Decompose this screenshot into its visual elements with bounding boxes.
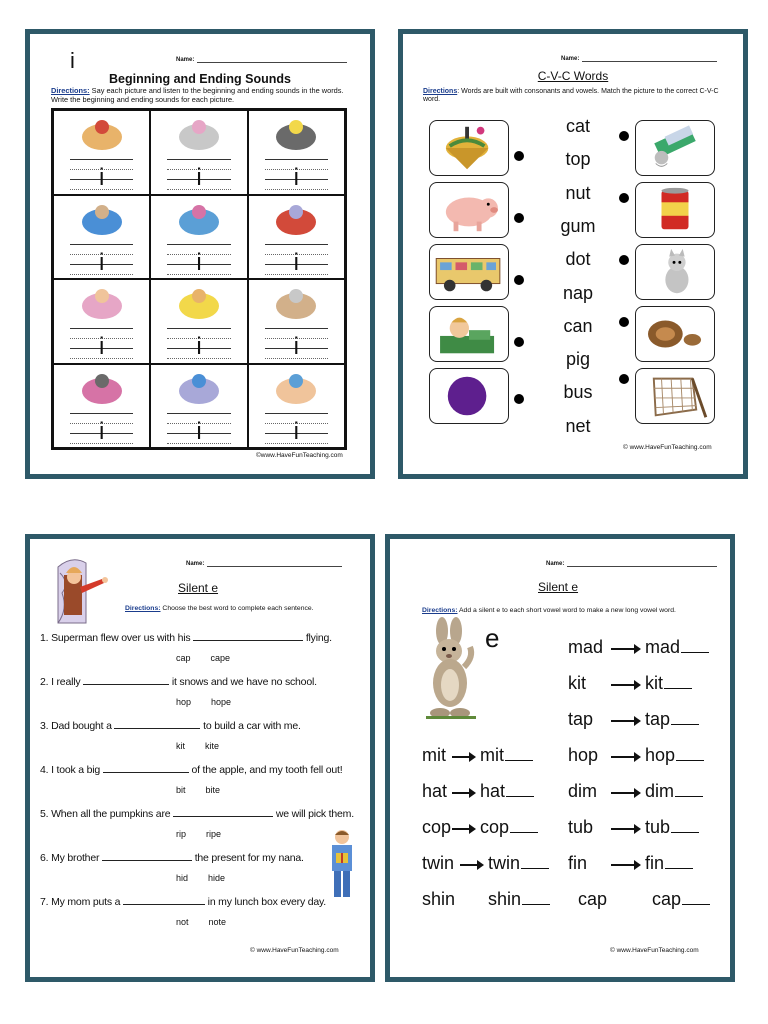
- base-word: dim: [645, 781, 675, 801]
- answer-blank[interactable]: [173, 807, 273, 817]
- short-vowel-word: mad: [568, 637, 604, 657]
- sentence-end: we will pick them.: [273, 808, 354, 820]
- answer-blank[interactable]: [521, 855, 549, 869]
- writing-line[interactable]: [265, 413, 328, 414]
- long-vowel-answer[interactable]: [480, 781, 534, 802]
- short-vowel-word: cap: [578, 889, 608, 909]
- arrow-right-icon: [611, 684, 639, 686]
- short-vowel-word: tap: [568, 709, 594, 729]
- word-options: [176, 917, 246, 927]
- picture-nap[interactable]: [429, 306, 509, 362]
- sentence-end: flying.: [303, 632, 332, 644]
- answer-blank[interactable]: [671, 819, 699, 833]
- answer-blank[interactable]: [506, 783, 534, 797]
- answer-blank[interactable]: [676, 747, 704, 761]
- word-gum[interactable]: gum: [560, 215, 596, 236]
- option-bit[interactable]: bit: [176, 785, 186, 795]
- directions-text: Say each picture and listen to the beginning and ending sounds in the words. Write the beginning and ending sounds for each picture.: [51, 86, 344, 104]
- answer-blank[interactable]: [193, 631, 303, 641]
- silent-e-letter: e: [485, 623, 500, 653]
- short-vowel-word: hat: [422, 781, 448, 801]
- arrow-right-icon: [460, 864, 482, 866]
- word-nap[interactable]: nap: [562, 282, 594, 303]
- option-hope[interactable]: hope: [211, 697, 232, 707]
- sentence-start: 4. I took a big: [40, 764, 103, 776]
- directions-label: Directions:: [51, 86, 90, 95]
- option-note[interactable]: note: [208, 917, 227, 927]
- sentence-start: 7. My mom puts a: [40, 896, 123, 908]
- long-vowel-answer[interactable]: [645, 745, 704, 766]
- footer-copyright: ©www.HaveFunTeaching.com: [256, 452, 343, 459]
- base-word: cap: [652, 889, 682, 909]
- word-options: [176, 829, 241, 839]
- option-hide[interactable]: hide: [208, 873, 226, 883]
- picture-cell: [53, 364, 150, 449]
- sentence: [40, 675, 317, 688]
- option-ripe[interactable]: ripe: [206, 829, 222, 839]
- base-word: kit: [645, 673, 663, 693]
- directions: [422, 607, 676, 614]
- sentence: [40, 631, 332, 644]
- picture-cell: [150, 279, 247, 364]
- sentence-start: 6. My brother: [40, 852, 102, 864]
- directions-label: Directions:: [422, 607, 458, 614]
- long-vowel-answer[interactable]: [652, 889, 710, 910]
- directions: [51, 87, 349, 104]
- writing-line[interactable]: [70, 328, 133, 329]
- option-not[interactable]: not: [176, 917, 189, 927]
- sentence: [40, 719, 301, 732]
- match-dot[interactable]: [514, 337, 524, 347]
- short-vowel-word: tub: [568, 817, 594, 837]
- picture-cell: [248, 364, 345, 449]
- vowel-letter: i: [196, 333, 202, 360]
- vowel-letter: i: [293, 248, 299, 276]
- option-hop[interactable]: hop: [176, 697, 192, 707]
- picture-picnic: [265, 284, 327, 324]
- vowel-letter: i: [293, 417, 299, 445]
- sentence: [40, 807, 354, 820]
- vowel-letter: i: [98, 248, 105, 276]
- worksheet-title: Silent e: [538, 580, 579, 594]
- picture-grid: [51, 108, 347, 450]
- picture-safety-pin: [71, 369, 133, 409]
- base-word: mit: [480, 745, 504, 765]
- short-vowel-word: shin: [422, 889, 456, 909]
- word-dot[interactable]: dot: [565, 249, 591, 270]
- long-vowel-answer[interactable]: [645, 673, 692, 694]
- answer-blank[interactable]: [102, 851, 192, 861]
- picture-cell: [150, 195, 247, 280]
- worksheet-silent-e-words[interactable]: [385, 534, 735, 982]
- arrow-right-icon: [611, 828, 639, 830]
- worksheet-cvc-words[interactable]: [398, 29, 748, 479]
- arrow-right-icon: [611, 756, 639, 758]
- short-vowel-word: fin: [568, 853, 588, 873]
- option-kit[interactable]: kit: [176, 741, 185, 751]
- arrow-right-icon: [452, 792, 474, 794]
- window-girl-illustration: [52, 553, 116, 627]
- sentence-start: 1. Superman flew over us with his: [40, 632, 194, 644]
- directions-label: Directions:: [125, 605, 161, 612]
- picture-fish: [168, 200, 230, 240]
- vowel-letter: i: [98, 333, 105, 360]
- picture-fig: [71, 284, 133, 324]
- word-can[interactable]: can: [563, 315, 593, 336]
- picture-chick: [168, 284, 230, 324]
- long-vowel-answer[interactable]: [480, 817, 538, 838]
- vowel-letter: i: [98, 417, 105, 445]
- base-word: hat: [480, 781, 506, 801]
- vowel-letter: i: [98, 164, 105, 191]
- picture-judge: [265, 115, 327, 155]
- base-word: mad: [645, 637, 681, 657]
- arrow-right-icon: [611, 792, 639, 794]
- directions-text: : Words are built with consonants and vowels. Match the picture to the correct C-V-C word.: [423, 88, 719, 103]
- word-options: [176, 697, 251, 707]
- match-dot[interactable]: [514, 394, 524, 404]
- short-vowel-word: cop: [422, 817, 452, 837]
- word-options: [176, 873, 245, 883]
- match-dot[interactable]: [514, 275, 524, 285]
- picture-man: [265, 369, 327, 409]
- writing-line[interactable]: [265, 244, 328, 245]
- writing-line[interactable]: [167, 328, 230, 329]
- picture-boy: [265, 200, 327, 240]
- word-options: [176, 653, 250, 663]
- word-bus[interactable]: bus: [563, 382, 593, 403]
- vowel-letter: i: [196, 164, 202, 191]
- picture-pig[interactable]: [429, 182, 509, 238]
- writing-line[interactable]: [265, 159, 328, 160]
- footer-copyright: © www.HaveFunTeaching.com: [610, 947, 699, 954]
- sentence-end: the present for my nana.: [191, 852, 304, 864]
- base-word: tap: [645, 709, 671, 729]
- answer-blank[interactable]: [123, 895, 205, 905]
- picture-top[interactable]: [429, 120, 509, 176]
- word-net[interactable]: net: [565, 415, 591, 436]
- boy-with-present-illustration: [322, 827, 362, 901]
- long-vowel-answer[interactable]: [488, 889, 550, 910]
- picture-cat[interactable]: [635, 244, 715, 300]
- match-dot[interactable]: [514, 151, 524, 161]
- option-cap[interactable]: cap: [176, 653, 191, 663]
- answer-blank[interactable]: [505, 747, 533, 761]
- name-label: Name:: [186, 561, 205, 567]
- answer-blank[interactable]: [522, 891, 550, 905]
- worksheet-title: Silent e: [178, 581, 219, 595]
- long-vowel-answer[interactable]: [645, 781, 703, 802]
- arrow-right-icon: [452, 828, 474, 830]
- sentence-start: 5. When all the pumpkins are: [40, 808, 174, 820]
- directions-label: Directions: [423, 88, 458, 95]
- base-word: cop: [480, 817, 510, 837]
- worksheet-silent-e-sentences[interactable]: [25, 534, 375, 982]
- base-word: twin: [488, 853, 521, 873]
- name-field: [561, 56, 717, 62]
- option-kite[interactable]: kite: [205, 741, 220, 751]
- vowel-letter: i: [293, 333, 299, 360]
- short-vowel-word: kit: [568, 673, 586, 693]
- word-top[interactable]: top: [565, 149, 591, 170]
- sentence: [40, 763, 342, 776]
- vowel-letter: i: [196, 248, 202, 276]
- vowel-letter: i: [196, 417, 202, 445]
- short-vowel-word: twin: [422, 853, 455, 873]
- word-nut[interactable]: nut: [565, 182, 591, 203]
- arrow-right-icon: [452, 756, 474, 758]
- sentence-start: 2. I really: [40, 676, 84, 688]
- picture-cell: [248, 279, 345, 364]
- picture-cell: [53, 110, 150, 195]
- short-vowel-word: dim: [568, 781, 598, 801]
- sentence-end: of the apple, and my tooth fell out!: [188, 764, 343, 776]
- sentence-end: it snows and we have no school.: [169, 676, 317, 688]
- directions-text: Add a silent e to each short vowel word to make a new long vowel word.: [457, 607, 676, 614]
- long-vowel-answer[interactable]: [480, 745, 533, 766]
- answer-blank[interactable]: [83, 675, 169, 685]
- long-vowel-answer[interactable]: [645, 709, 699, 730]
- arrow-right-icon: [611, 648, 639, 650]
- footer-copyright: © www.HaveFunTeaching.com: [623, 444, 712, 451]
- picture-cow: [168, 115, 230, 155]
- worksheet-title: Beginning and Ending Sounds: [109, 72, 291, 86]
- option-bite[interactable]: bite: [205, 785, 221, 795]
- writing-line[interactable]: [167, 413, 230, 414]
- picture-net[interactable]: [635, 368, 715, 424]
- name-label: Name:: [561, 56, 580, 62]
- picture-nut[interactable]: [635, 306, 715, 362]
- directions-text: Choose the best word to complete each sentence.: [160, 605, 314, 612]
- writing-line[interactable]: [70, 159, 133, 160]
- word-options: [176, 741, 239, 751]
- word-cat[interactable]: cat: [565, 116, 590, 136]
- directions: [125, 605, 314, 612]
- base-word: fin: [645, 853, 665, 873]
- answer-blank[interactable]: [114, 719, 200, 729]
- sentence-end: in my lunch box every day.: [204, 896, 327, 908]
- picture-dot[interactable]: [429, 368, 509, 424]
- sentence-end: to build a car with me.: [200, 720, 301, 732]
- base-word: tub: [645, 817, 671, 837]
- base-word: hop: [645, 745, 676, 765]
- long-vowel-answer[interactable]: [645, 853, 693, 874]
- option-hid[interactable]: hid: [176, 873, 189, 883]
- picture-rabbit: [168, 369, 230, 409]
- answer-blank[interactable]: [664, 675, 692, 689]
- answer-blank[interactable]: [675, 783, 703, 797]
- name-label: Name:: [546, 561, 565, 567]
- name-label: Name:: [176, 57, 195, 63]
- picture-cell: [150, 364, 247, 449]
- writing-line[interactable]: [167, 244, 230, 245]
- writing-line[interactable]: [70, 244, 133, 245]
- writing-line[interactable]: [265, 328, 328, 329]
- worksheet-beginning-ending-sounds[interactable]: [25, 29, 375, 479]
- option-rip[interactable]: rip: [176, 829, 187, 839]
- picture-cell: [248, 110, 345, 195]
- name-field: [186, 561, 342, 567]
- long-vowel-answer[interactable]: [645, 637, 709, 658]
- base-word: shin: [488, 889, 522, 909]
- match-dot[interactable]: [514, 213, 524, 223]
- picture-gum[interactable]: [635, 120, 715, 176]
- sentence: [40, 895, 326, 908]
- short-vowel-word: hop: [568, 745, 599, 765]
- answer-blank[interactable]: [103, 763, 189, 773]
- worksheet-letter: i: [70, 48, 75, 73]
- writing-line[interactable]: [167, 159, 230, 160]
- picture-cell: [150, 110, 247, 195]
- word-options: [176, 785, 240, 795]
- picture-pig-chef: [71, 115, 133, 155]
- vowel-letter: i: [293, 164, 299, 191]
- answer-blank[interactable]: [510, 819, 538, 833]
- sentence-start: 3. Dad bought a: [40, 720, 115, 732]
- picture-can[interactable]: [635, 182, 715, 238]
- option-cape[interactable]: cape: [210, 653, 231, 663]
- answer-blank[interactable]: [681, 639, 709, 653]
- picture-cell: [248, 195, 345, 280]
- footer-copyright: © www.HaveFunTeaching.com: [250, 947, 339, 954]
- answer-blank[interactable]: [682, 891, 710, 905]
- sentence: [40, 851, 304, 864]
- rabbit-illustration: [418, 617, 482, 721]
- short-vowel-word: mit: [422, 745, 446, 765]
- word-pig[interactable]: pig: [565, 349, 591, 370]
- long-vowel-answer[interactable]: [645, 817, 699, 838]
- directions: [423, 88, 723, 104]
- answer-blank[interactable]: [671, 711, 699, 725]
- picture-cell: [53, 279, 150, 364]
- answer-blank[interactable]: [665, 855, 693, 869]
- name-field: [546, 561, 717, 567]
- name-field: [176, 57, 347, 63]
- long-vowel-answer[interactable]: [488, 853, 549, 874]
- arrow-right-icon: [611, 720, 639, 722]
- arrow-right-icon: [611, 864, 639, 866]
- picture-snake: [71, 200, 133, 240]
- writing-line[interactable]: [70, 413, 133, 414]
- picture-bus[interactable]: [429, 244, 509, 300]
- picture-cell: [53, 195, 150, 280]
- worksheet-title: C-V-C Words: [537, 69, 609, 83]
